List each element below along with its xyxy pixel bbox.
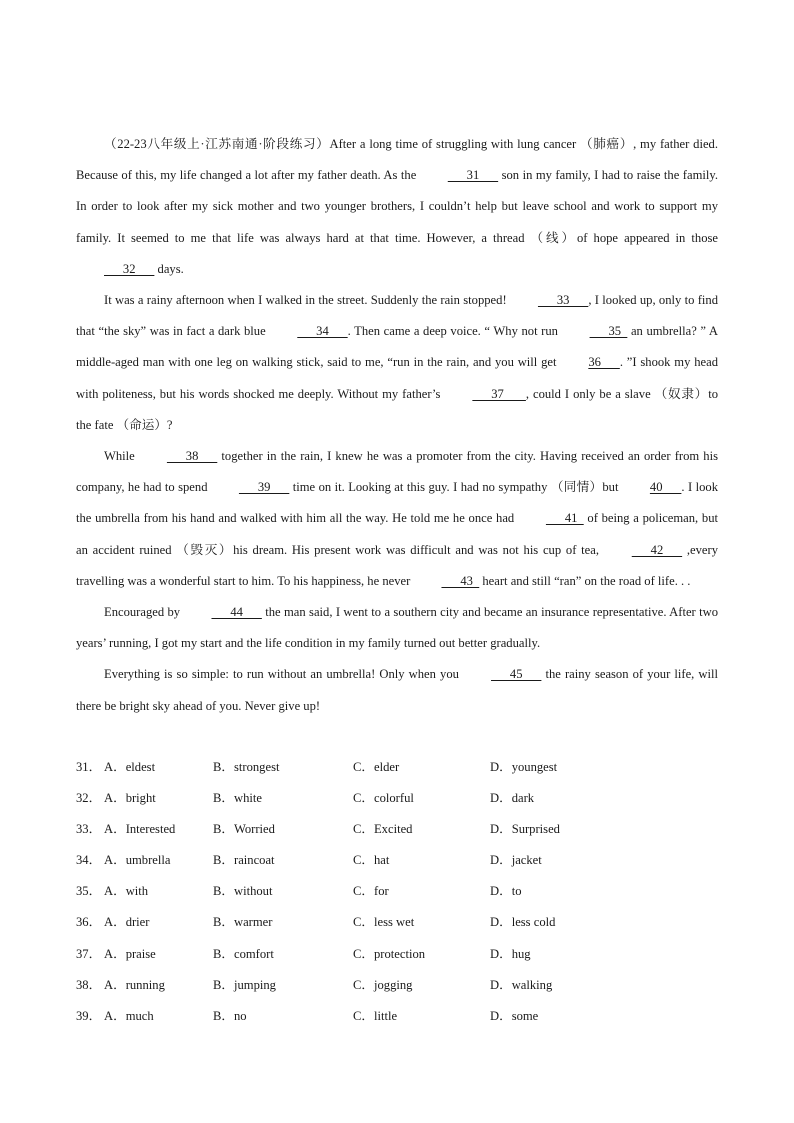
option-d: D．hug (490, 946, 531, 961)
passage-text: together in the rain, I knew he was a promoter from the city. Having received an order from his company, he had to spend (76, 449, 719, 495)
blank-33: 33 (537, 293, 589, 308)
option-c: C．little (353, 1008, 398, 1023)
option-a: A．Interested (104, 822, 176, 837)
question-row-37 (76, 939, 718, 970)
blank-41: 41 (545, 511, 584, 526)
question-row-39 (76, 1001, 718, 1032)
option-d: D．less cold (490, 915, 556, 930)
question-row-38 (76, 970, 718, 1001)
question-row-36 (76, 907, 718, 938)
blank-36: 36 (588, 355, 620, 370)
option-d: D．to (490, 884, 522, 899)
option-d: D．Surprised (490, 822, 560, 837)
option-c: C．colorful (353, 791, 414, 806)
option-b: B．Worried (213, 822, 275, 837)
passage-text: heart and still “ran” on the road of life. . . (479, 573, 691, 588)
option-a: A．praise (104, 946, 156, 961)
blank-37: 37 (472, 386, 526, 401)
blank-35: 35 (589, 324, 628, 339)
question-row-31 (76, 752, 718, 783)
cloze-passage (76, 129, 718, 722)
option-b: B．comfort (213, 946, 274, 961)
blank-44: 44 (211, 605, 262, 620)
option-c: C．elder (353, 760, 400, 774)
passage-text: , could I only be a slave （奴隶）to the fate （命运）? (76, 386, 718, 432)
passage-text: . Then came a deep voice. “ Why not run (347, 324, 562, 339)
passage-text: days. (154, 261, 184, 276)
question-number: 36． (76, 915, 102, 930)
option-b: B．strongest (213, 760, 280, 774)
passage-text: the man said, I went to a southern city and became an insurance representative. After two years’ running, I got my start and the life condition in my family turned out better gradually. (76, 605, 718, 651)
option-d: D．youngest (490, 760, 558, 774)
question-number: 38． (76, 977, 102, 992)
passage-text: of being a policeman, but an accident ruined （毁灭）his dream. His present work was difficult and was not his cup of tea, (76, 511, 719, 557)
question-number: 32． (76, 791, 102, 806)
option-c: C．for (353, 884, 389, 899)
question-number: 31． (76, 760, 102, 774)
option-d: D．jacket (490, 853, 542, 868)
question-number: 39． (76, 1008, 102, 1023)
blank-34: 34 (297, 324, 348, 339)
blank-31: 31 (447, 168, 499, 183)
option-c: C．jogging (353, 977, 413, 992)
paragraph-4 (76, 597, 718, 659)
blank-42: 42 (631, 542, 683, 557)
option-b: B．without (213, 884, 273, 899)
passage-text: ,every travelling was a wonderful start to him. To his happiness, he never (76, 542, 718, 588)
option-b: B．no (213, 1008, 247, 1023)
passage-text: an umbrella? ” A middle-aged man with one leg on walking stick, said to me, “run in the rain, and you will get (76, 324, 718, 370)
blank-39: 39 (238, 480, 290, 495)
passage-text: son in my family, I had to raise the family. In order to look after my sick mother and two younger brothers, I couldn’t help but leave school and work to support my family. It seemed to me that life was always hard at that time. However, a thread （线）of hope appeared in those (76, 168, 718, 245)
option-a: A．eldest (104, 760, 156, 774)
option-a: A．much (104, 1008, 154, 1023)
blank-43: 43 (441, 573, 480, 588)
passage-text: . I look the umbrella from his hand and walked with him all the way. He told me he once had (76, 480, 719, 526)
question-row-35 (76, 876, 718, 907)
option-c: C．protection (353, 946, 426, 961)
paragraph-5 (76, 659, 718, 721)
option-a: A．umbrella (104, 853, 171, 868)
option-c: C．less wet (353, 915, 415, 930)
option-a: A．bright (104, 791, 156, 806)
option-b: B．warmer (213, 915, 273, 930)
option-b: B．white (213, 791, 262, 806)
answer-options (76, 752, 718, 1032)
option-c: C．Excited (353, 822, 413, 837)
question-number: 37． (76, 946, 102, 961)
passage-text: （22-23八年级上·江苏南通·阶段练习）After a long time of struggling with lung cancer （肺癌）, my father died. Because of this, my life changed a lot after my father death. As the (76, 137, 718, 183)
question-number: 35． (76, 884, 102, 899)
question-row-32 (76, 783, 718, 814)
paragraph-3 (76, 441, 718, 597)
question-number: 33． (76, 822, 102, 837)
question-row-33 (76, 814, 718, 845)
option-a: A．running (104, 977, 165, 992)
option-d: D．dark (490, 791, 535, 806)
question-row-34 (76, 845, 718, 876)
passage-text: time on it. Looking at this guy. I had no sympathy （同情）but (289, 480, 622, 495)
paragraph-2 (76, 285, 718, 441)
option-c: C．hat (353, 853, 390, 868)
passage-text: , I looked up, only to find that “the sky” was in fact a dark blue (76, 293, 718, 339)
passage-text: Encouraged by (104, 605, 184, 620)
blank-40: 40 (649, 480, 682, 495)
option-a: A．with (104, 884, 149, 899)
passage-text: Everything is so simple: to run without an umbrella! Only when you (104, 667, 464, 682)
option-d: D．some (490, 1008, 539, 1023)
blank-38: 38 (166, 449, 218, 464)
passage-text: It was a rainy afternoon when I walked in the street. Suddenly the rain stopped! (104, 293, 510, 308)
option-a: A．drier (104, 915, 150, 930)
passage-text: the rainy season of your life, will there be bright sky ahead of you. Never give up! (76, 667, 718, 713)
question-number: 34． (76, 853, 102, 868)
blank-32: 32 (104, 261, 155, 276)
option-d: D．walking (490, 977, 553, 992)
blank-45: 45 (491, 667, 542, 682)
option-b: B．jumping (213, 977, 276, 992)
passage-text: While (104, 449, 139, 464)
passage-text: . ”I shook my head with politeness, but his words shocked me deeply. Without my father’s (76, 355, 718, 401)
option-b: B．raincoat (213, 853, 275, 868)
paragraph-1 (76, 129, 718, 285)
